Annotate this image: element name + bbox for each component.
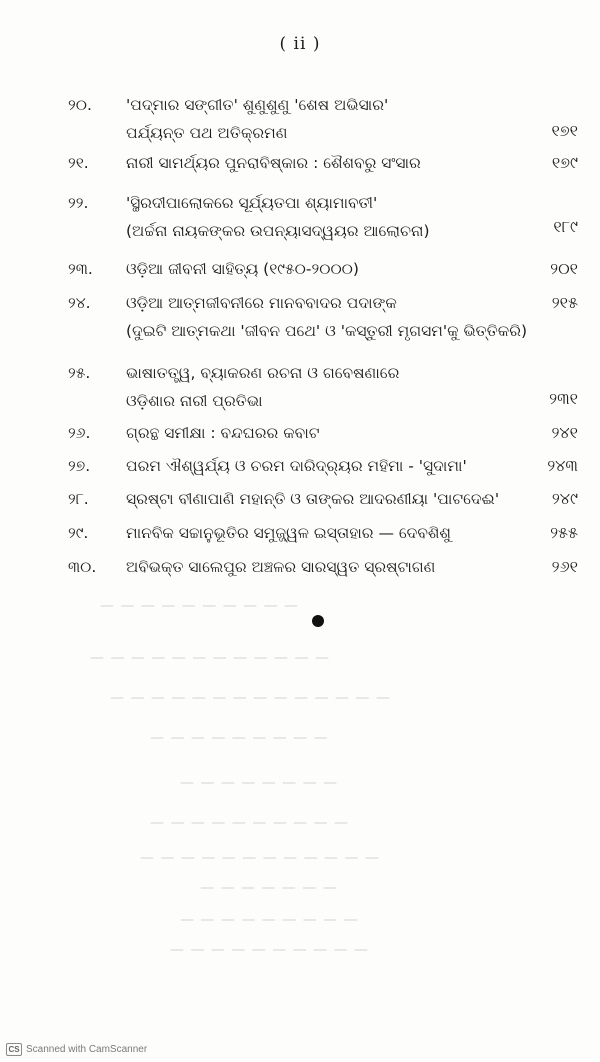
toc-entry	[68, 453, 588, 481]
entry-title: ଅବିଭକ୍ତ ସାଲେପୁର ଅଞ୍ଚଳର ସାରସ୍ୱତ ସ୍ରଷ୍ଟାଗଣ	[126, 558, 436, 576]
entry-subtitle: ପର୍ଯ୍ୟନ୍ତ ପଥ ଅତିକ୍ରମଣ	[126, 124, 288, 142]
entry-number: ୨୨.	[68, 194, 89, 212]
entry-subtitle: (ଅର୍ଚ୍ଚନା ନାୟକଙ୍କର ଉପନ୍ୟାସଦ୍ୱୟର ଆଲୋଚନା)	[126, 222, 430, 240]
entry-number: ୨୯.	[68, 524, 89, 542]
entry-number: ୨୮.	[68, 490, 89, 508]
entry-number: ୨୩.	[68, 260, 93, 278]
toc-entry	[68, 150, 588, 178]
entry-title: ଗ୍ରନ୍ଥ ସମୀକ୍ଷା : ବନ୍ଦଘରର କବାଟ	[126, 424, 320, 442]
entry-number: ୨୬.	[68, 424, 91, 442]
toc-entry	[68, 190, 588, 246]
entry-page: ୨୪୧	[551, 423, 578, 442]
entry-page: ୨୧୫	[551, 293, 578, 312]
entry-page: ୨୫୫	[550, 523, 578, 542]
bullet-ornament	[312, 615, 324, 627]
entry-page: ୧୭୧	[551, 121, 578, 140]
page-number: ( ii )	[279, 34, 321, 54]
entry-title: 'ପଦ୍ମାର ସଙ୍ଗୀତ' ଶୁଣୁଶୁଣୁ 'ଶେଷ ଅଭିସାର'	[126, 96, 389, 114]
entry-title: 'ସ୍ଥିରଦୀପାଲୋକରେ ସୂର୍ଯ୍ୟତପା ଶ୍ୟାମାବତୀ'	[126, 194, 378, 212]
entry-title: ଭାଷାତତ୍ତ୍ୱ, ବ୍ୟାକରଣ ରଚନା ଓ ଗବେଷଣାରେ	[126, 364, 400, 382]
toc-entry	[68, 92, 588, 148]
entry-number: ୨୭.	[68, 457, 91, 475]
entry-number: ୨୦.	[68, 96, 92, 114]
scanned-page: — — — — — — — — — — — — — — — — — — — — — — — — — — — — — — — — — — — — — — — — — — — — — — — — — — — — — — — — — — — — — — — — — — — — — — — — — — — — — — — — — — — — — — — — — — — — — — — — — — — — — ( ii ) ୨୦. 'ପଦ୍ମାର ସଙ୍ଗୀତ' ଶୁଣୁଶୁଣୁ 'ଶେଷ ଅଭିସାର' ପର୍ଯ୍ୟନ୍ତ ପଥ ଅତିକ୍ରମଣ ୧୭୧ ୨୧. ନାରୀ ସାମର୍ଥ୍ୟର ପୁନରାବିଷ୍କାର : ଶୈଶବରୁ ସଂସାର ୧୭୯ ୨୨. 'ସ୍ଥିରଦୀପାଲୋକରେ ସୂର୍ଯ୍ୟତପା ଶ୍ୟାମାବତୀ' (ଅର୍ଚ୍ଚନା ନାୟକଙ୍କର ଉପନ୍ୟାସଦ୍ୱୟର ଆଲୋଚନା) ୧୮୯ ୨୩. ଓଡ଼ିଆ ଜୀବନୀ ସାହିତ୍ୟ (୧୯୫୦-୨୦୦୦) ୨୦୧ ୨୪. ଓଡ଼ିଆ ଆତ୍ମଜୀବନୀରେ ମାନବବାଦର ପଦାଙ୍କ (ଦୁଇଟି ଆତ୍ମକଥା 'ଜୀବନ ପଥେ' ଓ 'କସ୍ତୁରୀ ମୃଗସମ'କୁ ଭିତ୍ତିକରି) ୨୧୫ ୨୫. ଭାଷାତତ୍ତ୍ୱ, ବ୍ୟାକରଣ ରଚନା ଓ ଗବେଷଣାରେ ଓଡ଼ିଶାର ନାରୀ ପ୍ରତିଭା ୨୩୧ ୨୬. ଗ୍ରନ୍ଥ ସମୀକ୍ଷା : ବନ୍ଦଘରର କବାଟ ୨୪୧ ୨୭. ପରମ ଐଶ୍ୱର୍ଯ୍ୟ ଓ ଚରମ ଦାରିଦ୍ର୍ୟର ମହିମା - 'ସୁଦାମା' ୨୪୩ ୨୮. ସ୍ରଷ୍ଟା ବୀଣାପାଣି ମହାନ୍ତି ଓ ତାଙ୍କର ଆଦରଣୀୟା 'ପାଟଦେଈ' ୨୪୯ ୨୯. ମାନବିକ ସଚ୍ଚାନୁଭୂତିର ସମୁଜ୍ଜ୍ୱଳ ଇସ୍ତାହାର — ଦେବଶିଶୁ ୨୫୫ ୩୦. ଅବିଭକ୍ତ ସାଲେପୁର ଅଞ୍ଚଳର ସାରସ୍ୱତ ସ୍ରଷ୍ଟାଗଣ ୨୬୧ CS Scanned with CamScanner	[0, 0, 600, 1062]
watermark-text: Scanned with CamScanner	[26, 1044, 148, 1055]
entry-number: ୨୧.	[68, 154, 89, 172]
entry-number: ୨୪.	[68, 294, 91, 312]
entry-title: ଓଡ଼ିଆ ଜୀବନୀ ସାହିତ୍ୟ (୧୯୫୦-୨୦୦୦)	[126, 260, 359, 278]
camscanner-logo-icon: CS	[6, 1043, 22, 1056]
entry-subtitle: ଓଡ଼ିଶାର ନାରୀ ପ୍ରତିଭା	[126, 392, 263, 410]
entry-page: ୧୭୯	[551, 153, 578, 172]
entry-page: ୨୬୧	[551, 557, 578, 576]
toc-entry	[68, 256, 588, 284]
toc-entry	[68, 360, 588, 416]
entry-subtitle: (ଦୁଇଟି ଆତ୍ମକଥା 'ଜୀବନ ପଥେ' ଓ 'କସ୍ତୁରୀ ମୃଗସମ'କୁ ଭିତ୍ତିକରି)	[126, 322, 528, 340]
toc-entry	[68, 520, 588, 548]
entry-title: ଓଡ଼ିଆ ଆତ୍ମଜୀବନୀରେ ମାନବବାଦର ପଦାଙ୍କ	[126, 294, 397, 312]
entry-number: ୨୫.	[68, 364, 91, 382]
entry-page: ୨୦୧	[550, 259, 578, 278]
toc-entry	[68, 486, 588, 514]
entry-page: ୨୪୯	[551, 489, 578, 508]
entry-title: ପରମ ଐଶ୍ୱର୍ଯ୍ୟ ଓ ଚରମ ଦାରିଦ୍ର୍ୟର ମହିମା - 'ସୁଦାମା'	[126, 457, 467, 475]
entry-page: ୨୪୩	[547, 456, 578, 475]
toc-entry	[68, 554, 588, 582]
entry-number: ୩୦.	[68, 558, 97, 576]
entry-title: ସ୍ରଷ୍ଟା ବୀଣାପାଣି ମହାନ୍ତି ଓ ତାଙ୍କର ଆଦରଣୀୟା 'ପାଟଦେଈ'	[126, 490, 500, 508]
entry-title: ମାନବିକ ସଚ୍ଚାନୁଭୂତିର ସମୁଜ୍ଜ୍ୱଳ ଇସ୍ତାହାର — ଦେବଶିଶୁ	[126, 524, 451, 542]
toc-entry	[68, 420, 588, 448]
scanner-watermark	[6, 1043, 147, 1056]
entry-page: ୧୮୯	[553, 217, 578, 236]
entry-title: ନାରୀ ସାମର୍ଥ୍ୟର ପୁନରାବିଷ୍କାର : ଶୈଶବରୁ ସଂସାର	[126, 154, 421, 172]
entry-page: ୨୩୧	[549, 389, 578, 408]
toc-entry	[68, 290, 588, 346]
